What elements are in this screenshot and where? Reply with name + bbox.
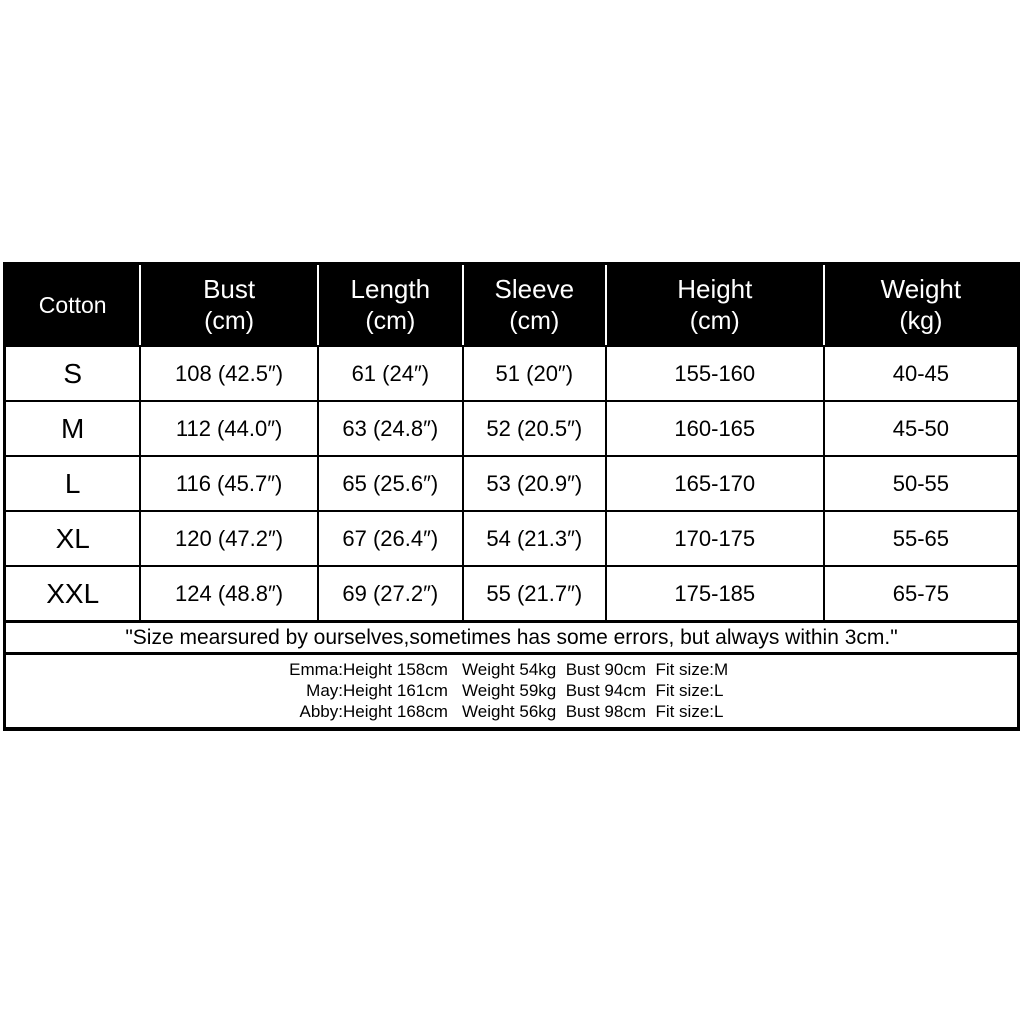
- model-name: Emma:: [289, 660, 343, 679]
- length-value: 61 (24″): [318, 346, 463, 401]
- model-details: Height 161cm Weight 59kg Bust 94cm Fit size:L: [343, 681, 724, 700]
- weight-value: 45-50: [824, 401, 1019, 456]
- bust-value: 116 (45.7″): [140, 456, 317, 511]
- height-value: 160-165: [606, 401, 824, 456]
- model-line-may: [6, 680, 1017, 701]
- length-value: 67 (26.4″): [318, 511, 463, 566]
- size-row-xxl: [5, 566, 1019, 622]
- length-value: 69 (27.2″): [318, 566, 463, 622]
- model-line-emma: [6, 659, 1017, 680]
- size-chart-container: [3, 262, 1020, 731]
- height-value: 170-175: [606, 511, 824, 566]
- column-header-bust: Bust (cm): [140, 264, 317, 347]
- height-value: 175-185: [606, 566, 824, 622]
- weight-value: 50-55: [824, 456, 1019, 511]
- column-header-length: Length (cm): [318, 264, 463, 347]
- model-details: Height 168cm Weight 56kg Bust 98cm Fit size:L: [343, 702, 724, 721]
- size-row-m: [5, 401, 1019, 456]
- sleeve-value: 54 (21.3″): [463, 511, 606, 566]
- sleeve-value: 52 (20.5″): [463, 401, 606, 456]
- height-value: 155-160: [606, 346, 824, 401]
- column-header-height: Height (cm): [606, 264, 824, 347]
- measurement-disclaimer: "Size mearsured by ourselves,sometimes has some errors, but always within 3cm.": [3, 623, 1020, 655]
- length-value: 63 (24.8″): [318, 401, 463, 456]
- size-label: M: [5, 401, 141, 456]
- height-value: 165-170: [606, 456, 824, 511]
- bust-value: 120 (47.2″): [140, 511, 317, 566]
- length-value: 65 (25.6″): [318, 456, 463, 511]
- material-label: Cotton: [38, 291, 107, 318]
- weight-value: 40-45: [824, 346, 1019, 401]
- weight-value: 55-65: [824, 511, 1019, 566]
- sleeve-value: 51 (20″): [463, 346, 606, 401]
- weight-value: 65-75: [824, 566, 1019, 622]
- model-name: Abby:: [299, 702, 343, 721]
- size-label: XXL: [5, 566, 141, 622]
- material-header-cell: [5, 264, 141, 347]
- size-row-l: [5, 456, 1019, 511]
- column-header-weight: Weight (kg): [824, 264, 1019, 347]
- size-label: XL: [5, 511, 141, 566]
- bust-value: 112 (44.0″): [140, 401, 317, 456]
- sleeve-value: 55 (21.7″): [463, 566, 606, 622]
- size-label: L: [5, 456, 141, 511]
- model-info-box: [3, 655, 1020, 731]
- column-header-sleeve: Sleeve (cm): [463, 264, 606, 347]
- header-row: [5, 264, 1019, 347]
- sleeve-value: 53 (20.9″): [463, 456, 606, 511]
- bust-value: 124 (48.8″): [140, 566, 317, 622]
- size-chart-table: [3, 262, 1020, 623]
- model-line-abby: [6, 701, 1017, 722]
- size-row-xl: [5, 511, 1019, 566]
- size-row-s: [5, 346, 1019, 401]
- size-label: S: [5, 346, 141, 401]
- model-details: Height 158cm Weight 54kg Bust 90cm Fit size:M: [343, 660, 729, 679]
- model-name: May:: [306, 681, 343, 700]
- bust-value: 108 (42.5″): [140, 346, 317, 401]
